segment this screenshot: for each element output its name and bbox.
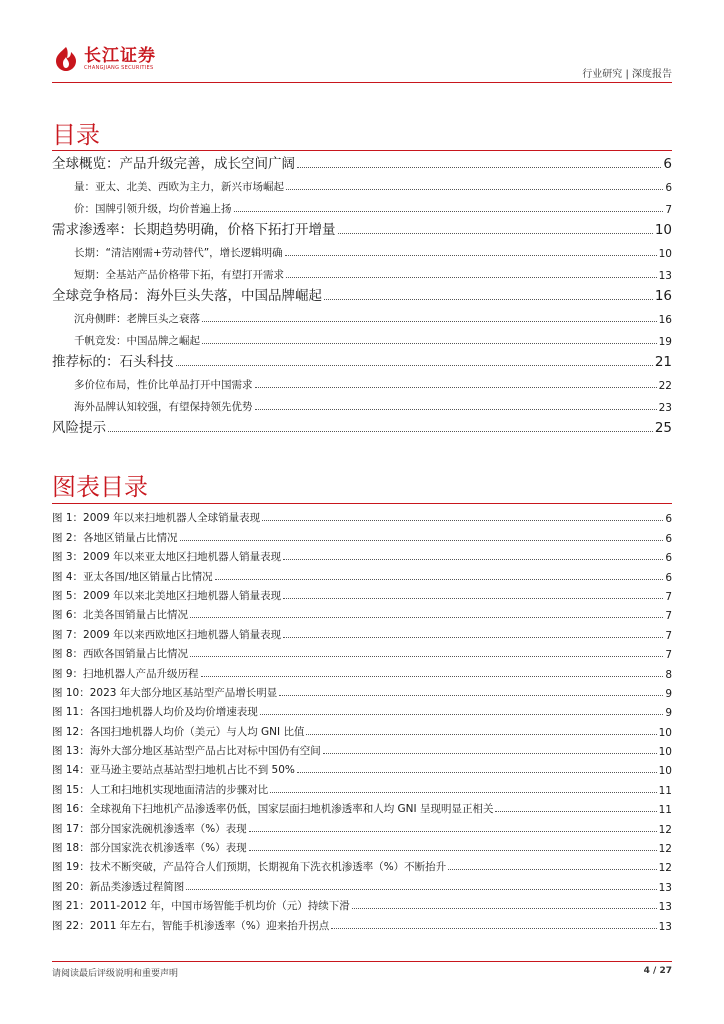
dot-leader [352,908,657,909]
toc-entry-page: 25 [654,420,672,436]
toc-entry-text: 全球竞争格局：海外巨头失落，中国品牌崛起 [52,288,322,304]
page-number: 4 / 27 [643,966,672,976]
dot-leader [285,255,657,256]
toc-entry-page: 22 [658,380,672,392]
figure-page: 11 [658,804,672,817]
figure-list [52,506,672,933]
figure-page: 13 [658,901,672,914]
toc-entry-text: 风险提示 [52,420,106,436]
figure-page: 13 [658,920,672,933]
dot-leader [190,617,663,618]
toc-entry-text: 长期：“清洁刚需+劳动替代”，增长逻辑明确 [74,247,283,259]
figure-page: 6 [665,571,672,584]
dot-leader [234,211,664,212]
figure-title: 西欧各国销量占比情况 [83,648,189,661]
dot-leader [283,598,663,599]
dot-leader [176,365,653,366]
toc-entry-text: 多价位布局，性价比单品打开中国需求 [74,379,253,391]
table-of-contents [52,150,672,436]
figure-label: 图 10： [52,686,90,699]
report-category: 行业研究 | 深度报告 [582,69,672,80]
figure-title: 扫地机器人产品升级历程 [83,667,199,680]
toc-entry-page: 7 [665,204,672,216]
figure-page: 12 [658,862,672,875]
dot-leader [283,637,663,638]
figure-entry[interactable] [52,584,672,603]
figure-page: 9 [665,707,672,720]
figure-title: 2009 年以来扫地机器人全球销量表现 [83,512,261,525]
dot-leader [331,928,656,929]
footer-divider [52,961,672,962]
figure-label: 图 2： [52,531,84,544]
dot-leader [215,579,664,580]
figure-label: 图 8： [52,648,84,661]
toc-section[interactable] [52,392,672,414]
figure-page: 10 [658,726,672,739]
dot-leader [255,387,657,388]
dot-leader [279,695,663,696]
figure-label: 图 20： [52,880,90,893]
figure-entry[interactable] [52,622,672,641]
figure-title: 2009 年以来西欧地区扫地机器人销量表现 [83,628,282,641]
figure-label: 图 13： [52,745,90,758]
figure-entry[interactable] [52,642,672,661]
dot-leader [108,431,653,432]
toc-entry-page: 21 [654,354,672,370]
figure-page: 13 [658,881,672,894]
company-logo [52,46,156,72]
figure-entry[interactable] [52,758,672,777]
figure-entry[interactable] [52,506,672,525]
figure-entry[interactable] [52,603,672,622]
figure-title: 各国扫地机器人均价（美元）与人均 GNI 比值 [89,725,305,738]
figure-label: 图 16： [52,803,90,816]
toc-entry-page: 16 [654,288,672,304]
figure-label: 图 12： [52,725,90,738]
page-header [52,46,672,82]
figure-page: 6 [665,532,672,545]
figure-label: 图 7： [52,628,84,641]
figure-entry[interactable] [52,739,672,758]
figure-label: 图 6： [52,609,84,622]
dot-leader [262,520,663,521]
toc-chapter[interactable] [52,150,672,172]
figure-entry[interactable] [52,777,672,796]
toc-entry-text: 全球概览：产品升级完善，成长空间广阔 [52,156,295,172]
toc-chapter[interactable] [52,282,672,304]
figure-entry[interactable] [52,719,672,738]
figure-title: 2011-2012 年，中国市场智能手机均价（元）持续下滑 [89,900,350,913]
figure-label: 图 11： [52,706,90,719]
dot-leader [255,409,657,410]
dot-leader [260,714,664,715]
figure-title: 北美各国销量占比情况 [83,609,189,622]
figure-page: 10 [658,765,672,778]
figure-entry[interactable] [52,836,672,855]
figure-title: 技术不断突破，产品符合人们预期，长期视角下洗衣机渗透率（%）不断抬升 [89,861,447,874]
dot-leader [286,189,663,190]
dot-leader [202,343,657,344]
dot-leader [448,869,656,870]
logo-name-cn: 长江证券 [84,45,156,66]
figure-label: 图 22： [52,919,90,932]
figure-title: 人工和扫地机实现地面清洁的步骤对比 [89,783,269,796]
dot-leader [286,277,657,278]
dot-leader [495,811,656,812]
toc-entry-page: 19 [658,336,672,348]
figure-page: 10 [658,746,672,759]
figure-label: 图 4： [52,570,84,583]
figure-page: 6 [665,513,672,526]
dot-leader [180,540,664,541]
figure-label: 图 17： [52,822,90,835]
figure-page: 9 [665,687,672,700]
figure-title: 海外大部分地区基站型产品占比对标中国仍有空间 [89,745,321,758]
toc-entry-page: 23 [658,402,672,414]
figure-entry[interactable] [52,545,672,564]
dot-leader [283,559,663,560]
toc-entry-text: 海外品牌认知较强，有望保持领先优势 [74,401,253,413]
figure-label: 图 1： [52,512,84,525]
toc-entry-page: 10 [654,222,672,238]
figure-entry[interactable] [52,816,672,835]
figure-title: 部分国家洗衣机渗透率（%）表现 [89,842,247,855]
footer-disclaimer: 请阅读最后评级说明和重要声明 [52,969,179,979]
figure-entry[interactable] [52,700,672,719]
header-divider [52,82,672,83]
figure-label: 图 18： [52,842,90,855]
toc-entry-text: 短期：全基站产品价格带下拓，有望打开需求 [74,269,284,281]
figures-title-rule [52,503,672,504]
toc-entry-text: 推荐标的：石头科技 [52,354,174,370]
dot-leader [306,734,656,735]
figure-label: 图 19： [52,861,90,874]
toc-entry-text: 沉舟侧畔：老牌巨头之衰落 [74,313,200,325]
toc-entry-page: 6 [663,156,672,172]
figure-title: 2009 年以来亚太地区扫地机器人销量表现 [83,551,282,564]
toc-entry-text: 量：亚太、北美、西欧为主力，新兴市场崛起 [74,181,284,193]
toc-section[interactable] [52,238,672,260]
figure-title: 全球视角下扫地机产品渗透率仍低，国家层面扫地机渗透率和人均 GNI 呈现明显正相关 [89,803,494,816]
figure-label: 图 21： [52,900,90,913]
figure-page: 12 [658,823,672,836]
toc-entry-text: 千帆竞发：中国品牌之崛起 [74,335,200,347]
dot-leader [249,850,657,851]
figure-label: 图 14： [52,764,90,777]
figure-entry[interactable] [52,855,672,874]
figure-title: 2009 年以来北美地区扫地机器人销量表现 [83,589,282,602]
toc-section[interactable] [52,326,672,348]
toc-section[interactable] [52,304,672,326]
toc-entry-page: 16 [658,314,672,326]
dot-leader [338,233,653,234]
toc-entry-page: 6 [665,182,672,194]
toc-chapter[interactable] [52,414,672,436]
figure-page: 12 [658,843,672,856]
figure-entry[interactable] [52,525,672,544]
figure-label: 图 15： [52,783,90,796]
flame-logo-icon [52,46,80,72]
dot-leader [201,676,664,677]
toc-section[interactable] [52,194,672,216]
dot-leader [202,321,657,322]
dot-leader [297,772,657,773]
dot-leader [297,167,661,168]
figure-entry[interactable] [52,564,672,583]
figure-entry[interactable] [52,661,672,680]
toc-chapter[interactable] [52,348,672,370]
figure-title: 新品类渗透过程简图 [89,880,185,893]
logo-name-en: CHANGJIANG SECURITIES [84,64,154,71]
toc-section[interactable] [52,370,672,392]
figure-title: 亚太各国/地区销量占比情况 [83,570,213,583]
toc-title: 目录 [52,121,100,149]
dot-leader [190,656,663,657]
figure-entry[interactable] [52,913,672,932]
figure-page: 7 [665,590,672,603]
figure-page: 7 [665,629,672,642]
figure-title: 2023 年大部分地区基站型产品增长明显 [89,686,278,699]
figure-title: 2011 年左右，智能手机渗透率（%）迎来抬升拐点 [89,919,330,932]
toc-entry-text: 需求渗透率：长期趋势明确，价格下拓打开增量 [52,222,336,238]
figure-page: 6 [665,552,672,565]
figure-title: 亚马逊主要站点基站型扫地机占比不到 50% [89,764,295,777]
figure-entry[interactable] [52,797,672,816]
figure-title: 部分国家洗碗机渗透率（%）表现 [89,822,247,835]
figure-page: 7 [665,649,672,662]
figure-label: 图 9： [52,667,84,680]
toc-entry-text: 价：国牌引领升级，均价普遍上扬 [74,203,232,215]
dot-leader [249,831,657,832]
figure-entry[interactable] [52,681,672,700]
dot-leader [186,889,656,890]
figure-page: 7 [665,610,672,623]
dot-leader [323,753,657,754]
toc-chapter[interactable] [52,216,672,238]
toc-section[interactable] [52,260,672,282]
toc-section[interactable] [52,172,672,194]
figure-page: 8 [665,668,672,681]
toc-entry-page: 13 [658,270,672,282]
figure-title: 各国扫地机器人均价及均价增速表现 [89,706,258,719]
dot-leader [270,792,656,793]
dot-leader [324,299,653,300]
figure-label: 图 3： [52,551,84,564]
figure-label: 图 5： [52,589,84,602]
figure-entry[interactable] [52,874,672,893]
figure-page: 11 [658,784,672,797]
figures-title: 图表目录 [52,473,148,501]
figure-entry[interactable] [52,894,672,913]
toc-entry-page: 10 [658,248,672,260]
figure-title: 各地区销量占比情况 [83,531,178,544]
